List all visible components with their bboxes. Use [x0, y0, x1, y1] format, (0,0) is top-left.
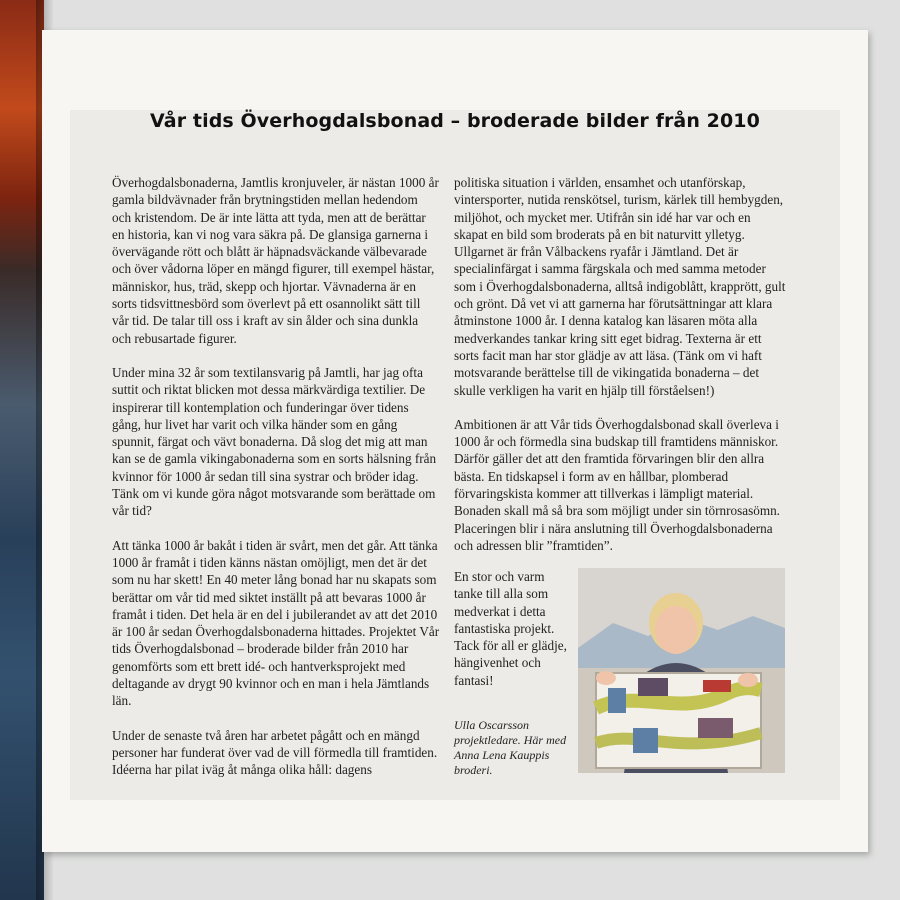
brochure-page [42, 30, 868, 852]
portrait-illustration [578, 568, 785, 773]
paragraph: Under de senaste två åren har arbetet pågått och en mängd personer har funderat över vad de vill förmedla till framtiden. Idéerna har pilat iväg åt många olika håll: dagens [112, 727, 438, 778]
paragraph: Ambitionen är att Vår tids Överhogdalsbonad skall överleva i 1000 år och förmedla sina budskap till framtidens människor. Därför gäller det att den framtida förvaringen blir den allra bästa. En tidskapsel i form av en hållbar, plomberad förvaringskista kommer att tillverkas i lämpligt material. Bonaden skall må så bra som möjligt under sin törnrosasömn. Placeringen blir i nära anslutning till Överhogdalsbonaderna och adressen blir ”framtiden”. [454, 416, 780, 553]
photo-caption: Ulla Oscarsson projektledare. Här med Anna Lena Kauppis broderi. [454, 718, 567, 777]
paragraph: Under mina 32 år som textilansvarig på Jamtli, har jag ofta suttit och riktat blicken mot dessa märkvärdiga textilier. De inspirerar till kontemplation och funderingar över tidens gång, hur livet har varit och vilka händer som en gång spunnit, färgat och vävt bonaderna. Då slog det mig att man kan se de gamla vikingabonaderna som en sorts hälsning från kvinnor för 1000 år sedan till sina systrar och bröder idag. Tänk om vi kunde göra något motsvarande som berättade om vår tid? [112, 364, 437, 519]
page-title: Vår tids Överhogdalsbonad – broderade bilder från 2010 [150, 110, 760, 132]
left-column [112, 174, 440, 796]
portrait-photo [578, 568, 785, 773]
paragraph: politiska situation i världen, ensamhet och utanförskap, vintersporter, nutida renskötsel, turism, kärlek till hembygden, miljöhot, och mycket mer. Utifrån sin idé har var och en skapat en bild som broderats på en bit naturvitt ylletyg. Ullgarnet är från Vålbackens ryafår i Jämtland. Det är specialinfärgat i samma färgskala och med samma metoder som i Överhogdalsbonaderna, alltså indigoblått, krapprött, gult och grönt. Då vet vi att garnerna har förutsättningar att klara åtminstone 1000 år. I denna katalog kan läsaren möta alla medverkandes tankar kring sitt eget bidrag. Texterna är ett sorts facit man har stor glädje av att läsa. (Tänk om vi haft motsvarande berättelse till de vikingatida bonaderna – det skulle verkligen ha varit en hjälp till förståelsen!) [454, 175, 786, 398]
paragraph: Att tänka 1000 år bakåt i tiden är svårt, men det går. Att tänka 1000 år framåt i tiden känns nästan omöjligt, men det är det som nu har skett! En 40 meter lång bonad har nu skapats som berättar om vår tid med siktet inställt på att bevaras 1000 år framåt i tiden. Det hela är en del i jubilerandet av att det 2010 är 100 år sedan Överhogdalsbonaderna hittades. Projektet Vår tids Överhogdalsbonad – broderade bilder från 2010 har genomförts som ett brett idé- och hantverksprojekt med deltagande av drygt 90 kvinnor och en man i hela Jämtlands län. [112, 537, 440, 709]
thanks-text: En stor och varm tanke till alla som medverkat i detta fantastiska projekt. Tack för all er glädje, hängivenhet och fantasi! [454, 569, 567, 688]
paragraph: Överhogdalsbonaderna, Jamtlis kronjuveler, är nästan 1000 år gamla bildvävnader från brytningstiden mellan hedendom och kristendom. De är inte lätta att tyda, men att de berättar en historia, kan vi nog vara säkra på. De glansiga garnerna i övervägande rött och blått är häpnadsväckande välbevarade och över vådorna löper en mängd figurer, till exempel hästar, människor, hus, träd, skepp och hjortar. Vävnaderna är en sorts tidsvittnesbörd som överlevt på ett osannolikt sätt till vår tid. De talar till oss i kraft av sin ålder och sina dunkla och rebusartade figurer. [112, 175, 439, 346]
right-column [454, 174, 786, 571]
